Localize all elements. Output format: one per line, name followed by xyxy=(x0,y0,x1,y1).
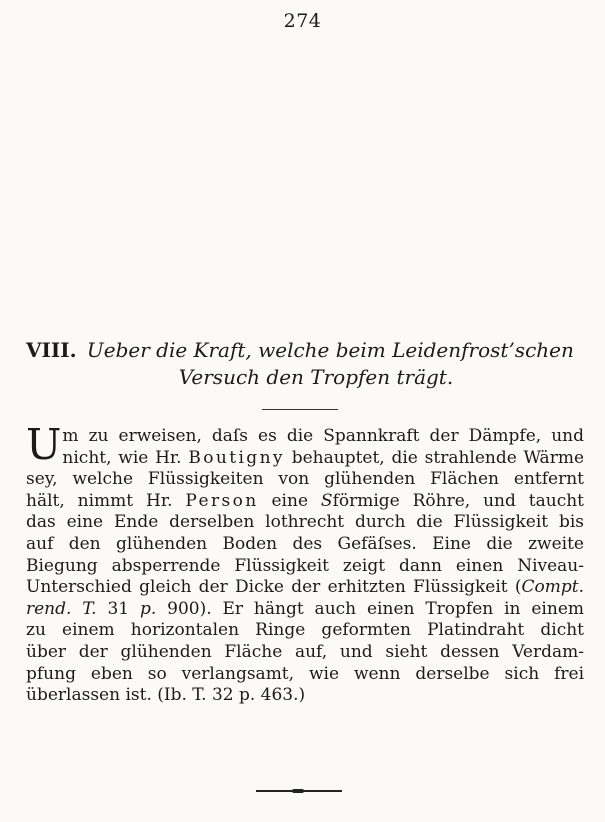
end-ornament-rule xyxy=(256,790,342,792)
body-line-1: m zu erweisen, daſs es die Spannkraft der Dämpfe, und xyxy=(62,426,584,446)
body-line-6: auf den glühenden Boden des Gefäſses. Eine die zweite xyxy=(26,533,584,554)
body-line-10: zu einem horizontalen Ringe geformten Platindraht dicht xyxy=(26,620,584,641)
person-name-boutigny: Boutigny xyxy=(188,447,285,468)
body-line-8: Unterschied gleich der Dicke der erhitzten Flüssigkeit (Compt. xyxy=(26,577,584,598)
article-body xyxy=(26,420,585,707)
title-divider xyxy=(262,409,338,410)
article-title-line-2: Versuch den Tropfen trägt. xyxy=(178,365,454,389)
person-name-person: Person xyxy=(185,490,259,511)
citation-compt: Compt. xyxy=(521,577,584,598)
page-number: 274 xyxy=(283,10,322,32)
body-line-13: überlassen ist. (Ib. T. 32 p. 463.) xyxy=(26,685,306,706)
body-line-4: hält, nimmt Hr. Person eine Sförmige Röhre, und taucht xyxy=(26,490,584,511)
article-title-line-1: Ueber die Kraft, welche beim Leidenfrost’schen xyxy=(86,338,574,362)
body-line-3: sey, welche Flüssigkeiten von glühenden Flächen entfernt xyxy=(26,469,584,490)
article-heading xyxy=(26,337,586,391)
body-line-11: über der glühenden Fläche auf, und sieht dessen Verdam- xyxy=(26,641,584,662)
body-line-5: das eine Ende derselben lothrecht durch die Flüssigkeit bis xyxy=(26,512,584,533)
body-line-9: rend. T. 31 p. 900). Er hängt auch einen Tropfen in einem xyxy=(26,598,584,619)
article-number: VIII. xyxy=(26,338,77,362)
body-line-12: pfung eben so verlangsamt, wie wenn derselbe sich frei xyxy=(26,663,584,684)
drop-cap: U xyxy=(26,420,62,469)
body-line-2: nicht, wie Hr. Boutigny behauptet, die strahlende Wärme xyxy=(62,447,585,468)
body-line-7: Biegung absperrende Flüssigkeit zeigt dann einen Niveau- xyxy=(26,555,584,576)
